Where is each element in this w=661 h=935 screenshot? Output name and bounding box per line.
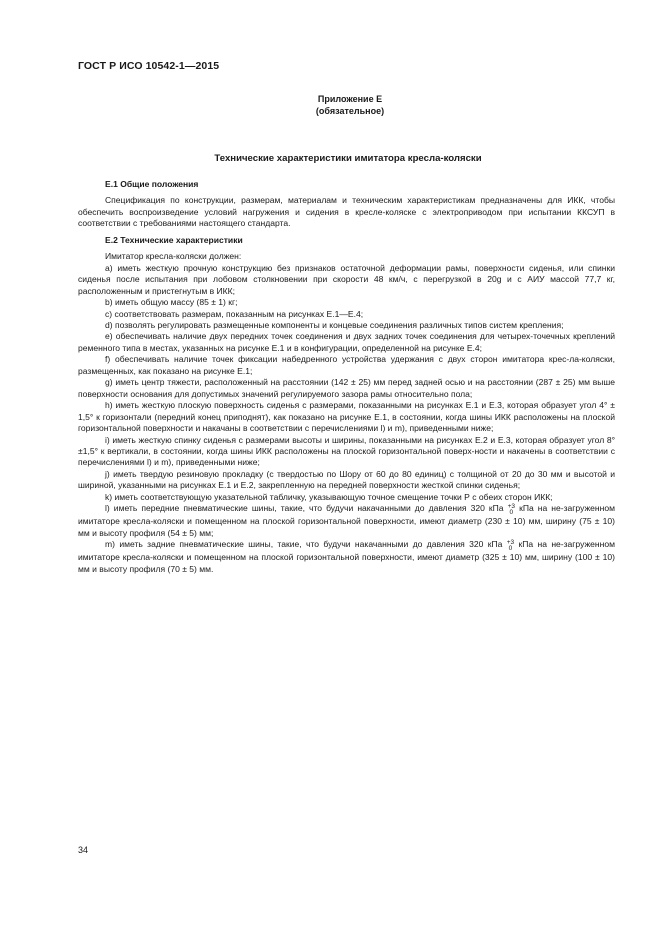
list-item-e: е) обеспечивать наличие двух передних точек соединения и двух задних точек соединения для четырех-точечных креплений ременного типа в местах, указанных на рисунке Е.1 и в конфигурации, определенной на рисунке Е.4; (78, 331, 615, 353)
section-heading-e2: Е.2 Технические характеристики (105, 234, 243, 245)
list-item-m-start: m) иметь задние пневматические шины, такие, что будучи накачанными до давления 320 кПа (105, 539, 507, 550)
annex-status: (обязательное) (315, 106, 385, 116)
annex-title: Технические характеристики имитатора кресла-коляски (214, 153, 482, 164)
list-item-l-start: l) иметь передние пневматические шины, такие, что будучи накачанными до давления 320 кПа (105, 503, 508, 514)
list-item-l-end: кПа на не-загруженном имитаторе кресла-коляски и помещенном на плоской горизонтальной поверхности, имеют диаметр (230 ± 10) мм, ширину (75 ± 10) мм и высоту профиля (54 ± 5) мм; (78, 503, 615, 538)
paragraph-e1: Спецификация по конструкции, размерам, материалам и техническим характеристикам предназначены для ИКК, чтобы обеспечить воспроизведение условий нагружения и сидения в кресле-коляске с электроприводом при испытании ККСУП в соответствии с требованиями настоящего стандарта. (78, 195, 615, 229)
list-item-h: h) иметь жесткую плоскую поверхность сиденья с размерами, показанными на рисунках Е.1 и Е.3, которая образует угол 4° ± 1,5° к горизонтали (передний конец приподнят), как показано на рисунке Е.1, в состоянии, когда шины ИКК расположены на плоской горизонтальной поверхности и накачаны в соответствии с перечислениями l) и m), приведенными ниже; (78, 400, 615, 434)
document-header: ГОСТ Р ИСО 10542-1—2015 (78, 60, 220, 72)
list-item-l (78, 503, 615, 539)
list-item-g: g) иметь центр тяжести, расположенный на расстоянии (142 ± 25) мм перед задней осью и на расстоянии (287 ± 25) мм выше поверхности основания для допустимых значений регулируемого зазора рамы относительно пола; (78, 377, 615, 399)
page-number: 34 (78, 845, 89, 855)
section-heading-e1: Е.1 Общие положения (105, 179, 199, 189)
tolerance-lower: 0 (508, 545, 513, 553)
document-body (78, 178, 615, 575)
tolerance-upper: +3 (507, 503, 516, 511)
list-item-d: d) позволять регулировать размещенные компоненты и концевые соединения различных типов систем крепления; (105, 319, 564, 330)
list-item-f: f) обеспечивать наличие точек фиксации набедренного устройства удержания с двух сторон имитатора крес-ла-коляски, размещенных, как показано на рисунке Е.1; (78, 354, 615, 376)
list-item-k: k) иметь соответствующую указательной табличку, указывающую точное смещение точки Р с обеих сторон ИКК; (105, 491, 553, 502)
list-item-m-end: кПа на не-загруженном имитаторе кресла-коляски и помещенном на плоской горизонтальной поверхности, имеют диаметр (325 ± 10) мм, ширину (100 ± 10) мм и высоту профиля (70 ± 5) мм. (78, 539, 615, 574)
tolerance-lower: 0 (509, 509, 514, 517)
list-item-a: а) иметь жесткую прочную конструкцию без признаков остаточной деформации рамы, поверхности сиденья, или спинки сиденья после испытания при лобовом столкновении при скорости 48 км/ч, с перегрузкой в 20g и с АИУ массой 77,7 кг, расположенным и пристегнутым в ИКК; (78, 262, 615, 296)
list-item-i: i) иметь жесткую спинку сиденья с размерами высоты и ширины, показанными на рисунках Е.2 и Е.3, которая образует угол 8° ±1,5° к вертикали, в состоянии, когда шины ИКК расположены на плоской горизонтальной поверх-ности и накачены в соответствии с перечислениями l) и m), приведенными ниже; (78, 434, 615, 468)
list-item-b: b) иметь общую массу (85 ± 1) кг; (105, 297, 238, 308)
paragraph-intro: Имитатор кресла-коляски должен: (105, 251, 242, 262)
pressure-tolerance (508, 504, 515, 516)
tolerance-upper: +3 (506, 539, 515, 547)
list-item-c: с) соответствовать размерам, показанным на рисунках Е.1—Е.4; (105, 308, 364, 319)
list-item-j: j) иметь твердую резиновую прокладку (с твердостью по Шору от 60 до 80 единиц) с толщиной от 20 до 30 мм и высотой и шириной, указанными на рисунках Е.1 и Е.2, закрепленную на передней поверхности жесткой спинки сиденья; (78, 468, 615, 491)
annex-name: Приложение Е (317, 94, 383, 104)
list-item-m (78, 539, 615, 575)
